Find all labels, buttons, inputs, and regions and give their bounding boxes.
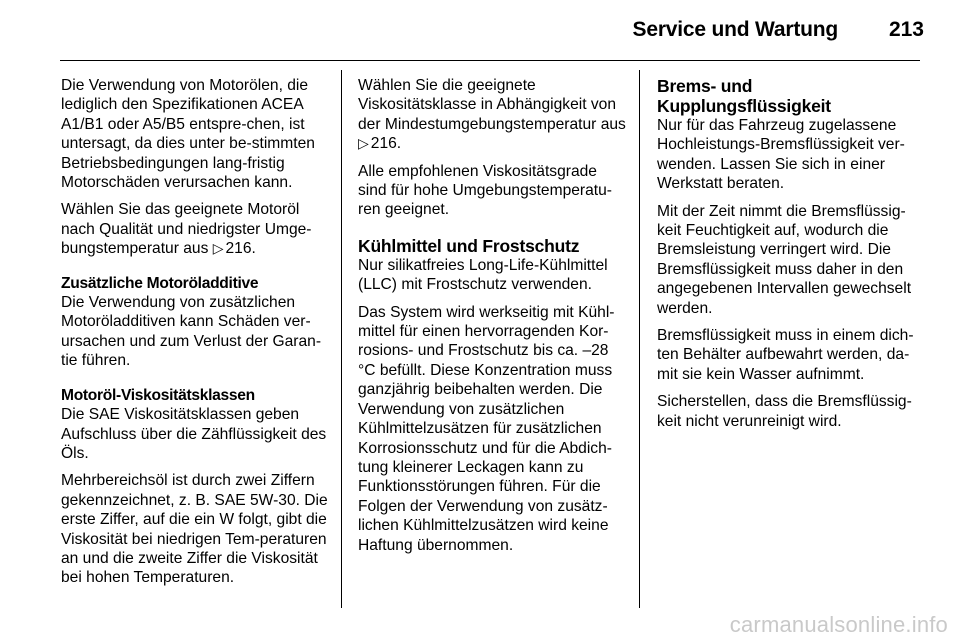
section-title: Service und Wartung	[632, 18, 838, 41]
heading-viscosity-classes: Motoröl-Viskositätsklassen	[61, 386, 255, 404]
paragraph-viscosity-choice	[358, 76, 628, 154]
paragraph-sae-classes: Die SAE Viskositätsklassen geben Aufschluss über die Zähflüssigkeit des Öls.	[61, 406, 327, 462]
heading-line: Kupplungsflüssigkeit	[657, 96, 831, 116]
paragraph-engine-oil-spec: Die Verwendung von Motorölen, die lediglich den Spezifikationen ACEA A1/B1 oder A5/B5 entspre-chen, ist untersagt, da dies unter be-stimmten Betriebsbedingungen lang-fristig Motorschäden verursachen kann.	[61, 77, 315, 192]
paragraph-brake-fluid-storage: Bremsflüssigkeit muss in einem dich-ten Behälter aufbewahrt werden, da-mit sie kein Wasser aufnimmt.	[657, 327, 914, 383]
column-divider-2	[639, 70, 640, 608]
column-1	[61, 76, 335, 596]
paragraph-oil-additives: Die Verwendung von zusätzlichen Motoröladditiven kann Schäden ver-ursachen und zum Verlust der Garan-tie führen.	[61, 294, 322, 370]
paragraph-coolant-type: Nur silikatfreies Long-Life-Kühlmittel (LLC) mit Frostschutz verwenden.	[358, 256, 608, 294]
paragraph-text: Wählen Sie das geeignete Motoröl nach Qualität und niedrigster Umge-bungstemperatur aus	[61, 201, 312, 258]
heading-oil-additives: Zusätzliche Motoröladditive	[61, 274, 259, 292]
page-reference-link[interactable]: 216.	[370, 135, 402, 153]
page-number: 213	[888, 18, 924, 41]
triangle-right-icon: ▷	[358, 135, 369, 152]
paragraph-brake-fluid-approved: Nur für das Fahrzeug zugelassene Hochleistungs-Bremsflüssigkeit ver-wenden. Lassen Sie sich in einer Werkstatt beraten.	[657, 117, 905, 193]
column-2	[358, 76, 628, 563]
paragraph-brake-fluid-contamination: Sicherstellen, dass die Bremsflüssig-keit nicht verunreinigt wird.	[657, 393, 912, 430]
paragraph-brake-fluid-moisture: Mit der Zeit nimmt die Bremsflüssig-keit Feuchtigkeit auf, wodurch die Bremsleistung verringert wird. Die Bremsflüssigkeit muss daher in den angegebenen Intervallen gewechselt werden.	[657, 202, 912, 317]
triangle-right-icon: ▷	[212, 240, 224, 257]
heading-coolant: Kühlmittel und Frostschutz	[358, 235, 580, 256]
heading-line: Brems- und	[657, 76, 753, 96]
header-rule	[60, 60, 920, 61]
heading-brake-fluid	[657, 76, 925, 116]
watermark: carmanualsonline.info	[729, 612, 948, 637]
column-3	[657, 76, 925, 439]
paragraph-engine-oil-choice	[61, 200, 335, 258]
column-divider-1	[341, 70, 342, 608]
paragraph-coolant-system: Das System wird werkseitig mit Kühl-mittel für einen hervorragenden Kor-rosions- und Frostschutz bis ca. –28 °C befüllt. Diese Konzentration muss ganzjährig beibehalten werden. Die Verwendung von zusätzlichen Kühlmittelzusätzen für zusätzlichen Korrosionsschutz und für die Abdich-tung kleinerer Leckagen kann zu Funktionsstörungen führen. Für die Folgen der Verwendung von zusätz-lichen Kühlmittelzusätzen wird keine Haftung übernommen.	[358, 303, 615, 554]
page-reference-link[interactable]: 216.	[225, 240, 256, 258]
page-header	[0, 0, 960, 60]
paragraph-multigrade-oil: Mehrbereichsöl ist durch zwei Ziffern gekennzeichnet, z. B. SAE 5W-30. Die erste Ziffer, auf die ein W folgt, gibt die Viskosität bei niedrigen Tem-peraturen an und die zweite Ziffer die Viskosität bei hohen Temperaturen.	[61, 472, 328, 587]
paragraph-text: Wählen Sie die geeignete Viskositätsklasse in Abhängigkeit von der Mindestumgebungstemperatur aus	[358, 77, 626, 133]
paragraph-viscosity-grades: Alle empfohlenen Viskositätsgrade sind für hohe Umgebungstemperatu-ren geeignet.	[358, 162, 612, 219]
